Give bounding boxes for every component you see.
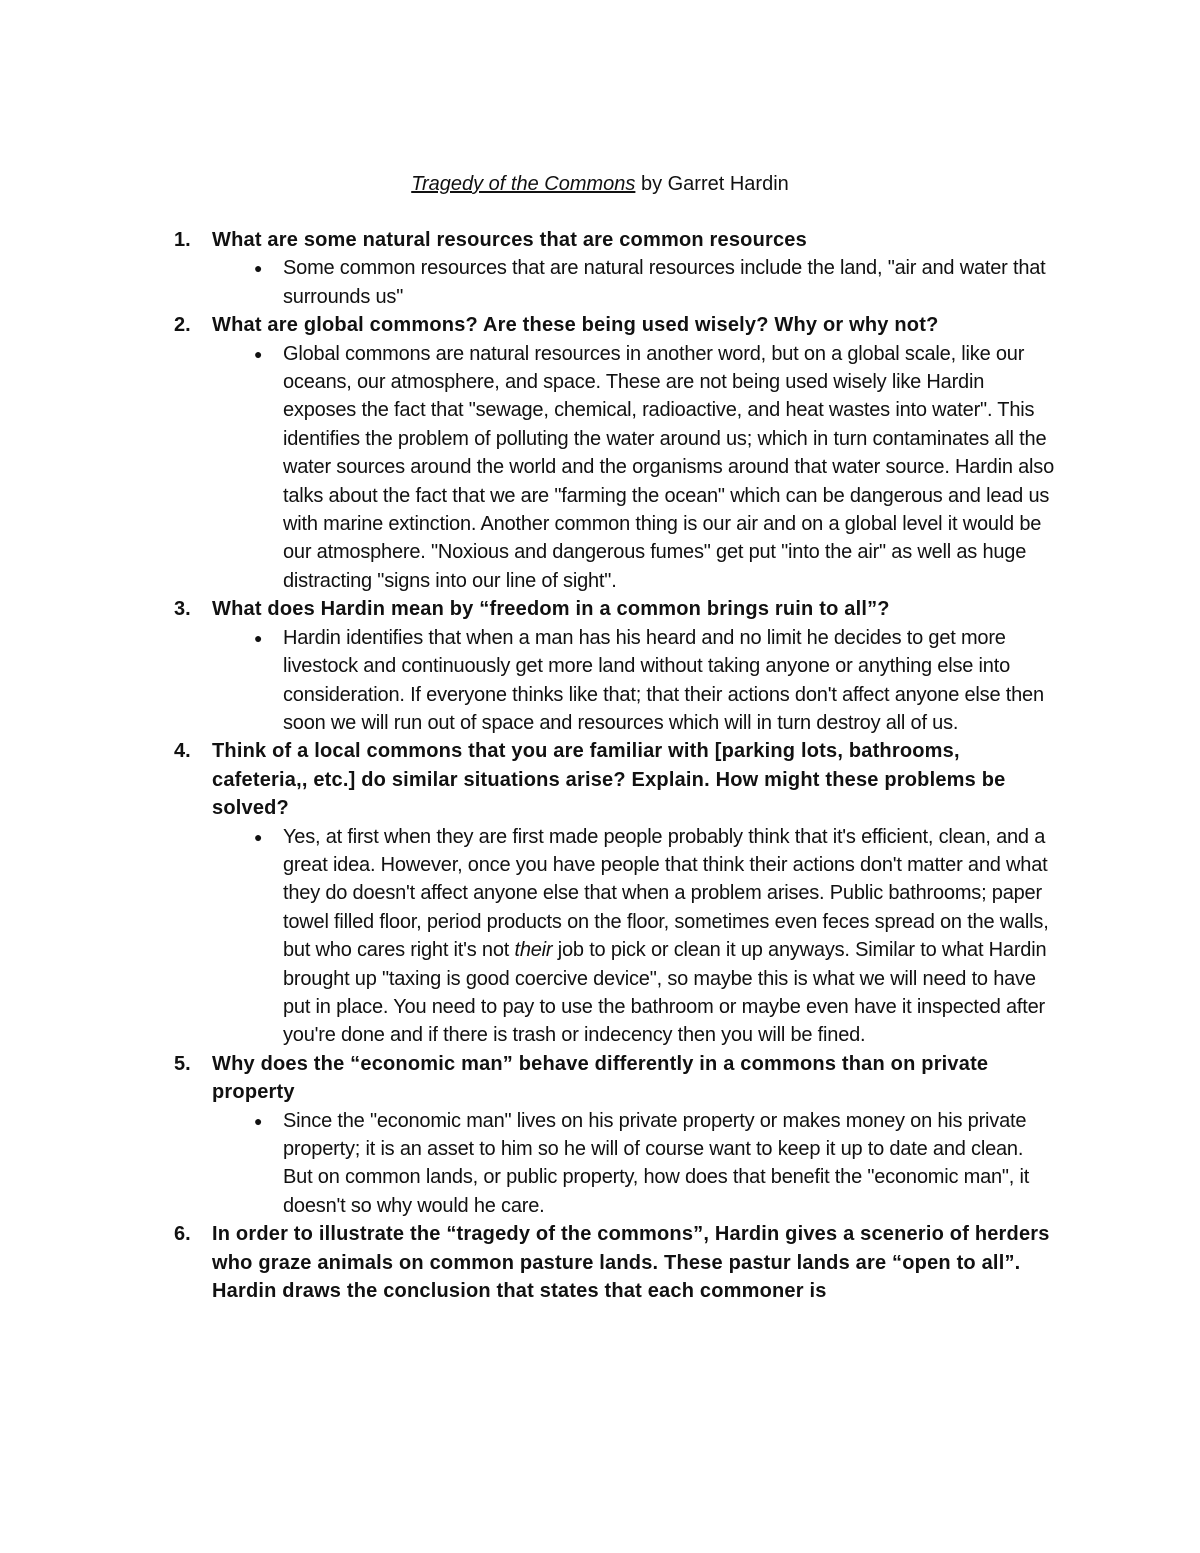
document-title: [0, 170, 1200, 198]
answer-body: Since the "economic man" lives on his private property or makes money on his private property; it is an asset to him so he will of course want to keep it up to date and clean. But on common lands, or public property, how does that benefit the "economic man", it doesn't so why would he care.: [283, 1109, 1030, 1217]
question-text: What does Hardin mean by “freedom in a common brings ruin to all”?: [212, 598, 890, 621]
answer-body: Some common resources that are natural resources include the land, "air and water that surrounds us": [283, 257, 1046, 308]
answer-text: [212, 340, 1060, 596]
answer-body: Hardin identifies that when a man has his heard and no limit he decides to get more livestock and continuously get more land without taking anyone or anything else into consideration. If everyone thinks like that; that their actions don't affect anyone else then soon we will run out of space and resources which will in turn destroy all of us.: [283, 626, 1044, 734]
question-list: [160, 226, 1060, 1305]
question-number: 1.: [174, 229, 191, 251]
bullet-icon: ●: [254, 345, 263, 362]
answer-text: [212, 1107, 1060, 1221]
title-byline: by Garret Hardin: [635, 173, 789, 195]
answer-text: [212, 823, 1060, 1050]
list-item: [160, 311, 1060, 595]
bullet-icon: ●: [254, 629, 263, 646]
bullet-icon: ●: [254, 1112, 263, 1129]
question-text: Why does the “economic man” behave differently in a commons than on private property: [212, 1052, 989, 1104]
list-item: [160, 737, 1060, 1049]
title-italic: Tragedy of the Commons: [411, 173, 636, 195]
list-item: [160, 226, 1060, 311]
question-number: 2.: [174, 314, 191, 337]
list-item: [160, 1050, 1060, 1220]
question-text: In order to illustrate the “tragedy of the commons”, Hardin gives a scenerio of herders who graze animals on common pasture lands. These pastur lands are “open to all”. Hardin draws the conclusion that states that each commoner is: [212, 1223, 1050, 1303]
question-text: What are global commons? Are these being used wisely? Why or why not?: [212, 314, 939, 337]
question-number: 4.: [174, 740, 191, 763]
question-text: Think of a local commons that you are familiar with [parking lots, bathrooms, cafeteria,, etc.] do similar situations arise? Explain. How might these problems be solved?: [212, 740, 1006, 820]
question-number: 5.: [174, 1052, 191, 1075]
list-item: [160, 595, 1060, 737]
answer-body: Global commons are natural resources in another word, but on a global scale, like our oceans, our atmosphere, and space. These are not being used wisely like Hardin exposes the fact that "sewage, chemical, radioactive, and heat wastes into water". This identifies the problem of polluting the water around us; which in turn contaminates all the water sources around the world and the organisms around that water source. Hardin also talks about the fact that we are "farming the ocean" which can be dangerous and lead us with marine extinction. Another common thing is our air and on a global level it would be our atmosphere. "Noxious and dangerous fumes" get put "into the air" as well as huge distracting "signs into our line of sight".: [283, 342, 1055, 592]
bullet-icon: ●: [254, 260, 263, 277]
question-number: 3.: [174, 598, 191, 621]
question-number: 6.: [174, 1223, 191, 1246]
answer-body-start: Yes, at first when they are first made people probably think that it's efficient, clean, and a great idea. However, once you have people that think their actions don't matter and what they do doesn't affect anyone else that when a problem arises. Public bathrooms; paper towel filled floor, period products on the floor, sometimes even feces spread on the walls, but who cares right it's not: [283, 825, 1049, 962]
answer-emphasis: their: [514, 939, 553, 962]
answer-text: [212, 624, 1060, 738]
answer-text: [212, 254, 1060, 311]
list-item: [160, 1220, 1060, 1305]
answer-body-end: job to pick or clean it up anyways. Similar to what Hardin brought up "taxing is good coercive device", so maybe this is what we will need to have put in place. You need to pay to use the bathroom or maybe even have it inspected after you're done and if there is trash or indecency then you will be fined.: [283, 939, 1047, 1047]
question-text: What are some natural resources that are common resources: [212, 229, 807, 251]
bullet-icon: ●: [254, 828, 263, 845]
